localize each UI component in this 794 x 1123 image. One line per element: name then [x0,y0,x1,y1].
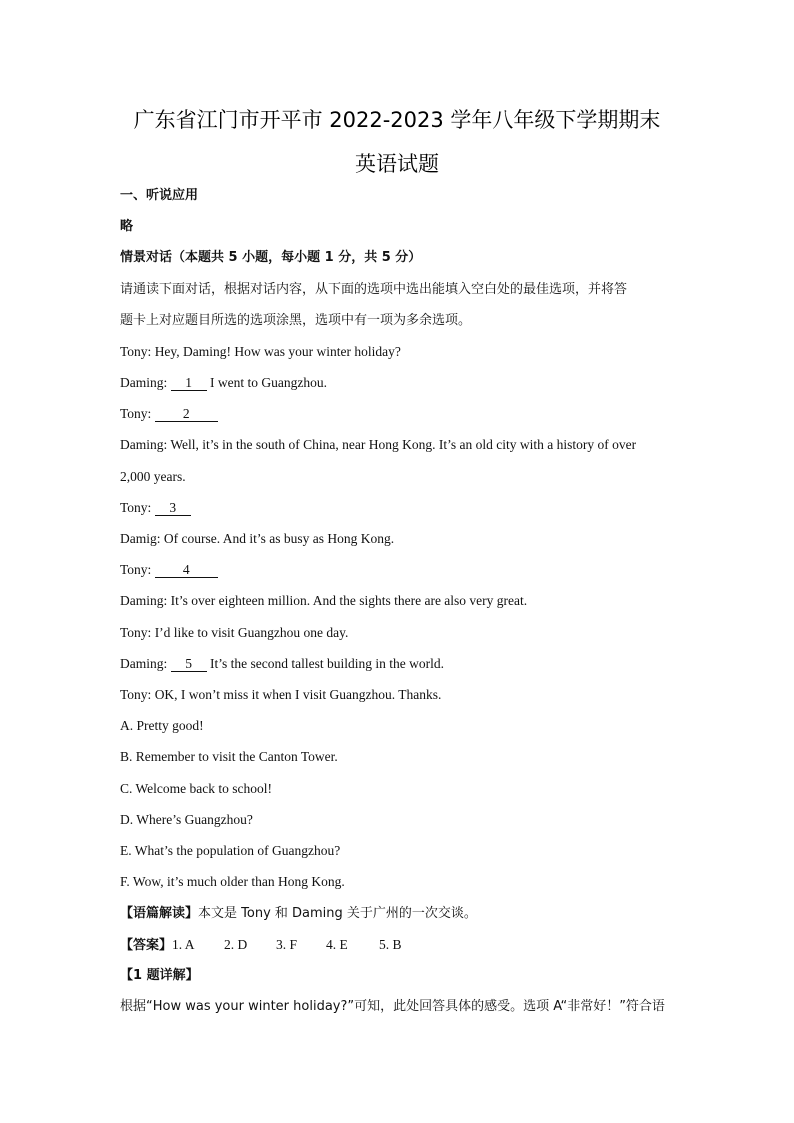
dialogue-line [120,686,441,704]
dialogue-line [120,405,218,423]
speaker: Daming: [120,656,171,671]
dialogue-text: It’s over eighteen million. And the sights there are also very great. [170,593,528,608]
dialogue-text: Of course. And it’s as busy as Hong Kong. [163,531,395,546]
dialogue-text: 2,000 years. [120,469,186,484]
speaker: Tony: [120,687,155,702]
option-d: D. Where’s Guangzhou? [120,812,253,827]
blank-number: 4 [155,563,218,578]
answer-label: 【答案】 [120,938,173,953]
dialogue-text: Well, it’s in the south of China, near Hong Kong. It’s an old city with a history of over [170,437,637,452]
dialogue-line [120,530,394,548]
detail-text: 根据“How was your winter holiday?”可知，此处回答具体的感受。选项 A“非常好！”符合语 [120,999,665,1014]
section-heading-listening: 一、听说应用 [120,188,199,203]
dialogue-line [120,436,636,454]
speaker: Tony: [120,406,155,421]
option-c: C. Welcome back to school! [120,781,273,796]
dialogue-line [120,499,191,517]
speaker: Tony: [120,562,155,577]
blank-number: 1 [171,376,207,391]
answer-item: 3. F [276,937,298,952]
dialogue-text: I’d like to visit Guangzhou one day. [154,625,349,640]
dialogue-line [120,561,218,579]
speaker: Tony: [120,500,155,515]
answer-item: 5. B [379,937,402,952]
speaker: Tony: [120,344,155,359]
answer-row [120,936,402,955]
section-heading-dialogue: 情景对话（本题共 5 小题，每小题 1 分，共 5 分） [120,250,422,265]
dialogue-line [120,592,527,610]
document-title: 广东省江门市开平市 2022-2023 学年八年级下学期期末 [133,108,661,132]
instruction-line-1: 请通读下面对话，根据对话内容，从下面的选项中选出能填入空白处的最佳选项，并将答 [120,282,628,297]
detail-heading: 【1 题详解】 [120,968,199,983]
instruction-line-2: 题卡上对应题目所选的选项涂黑，选项中有一项为多余选项。 [120,313,472,328]
speaker: Daming: [120,437,171,452]
dialogue-text: OK, I won’t miss it when I visit Guangzhou. Thanks. [154,687,442,702]
dialogue-text: Hey, Daming! How was your winter holiday? [154,344,401,359]
answer-item: 1. A [172,937,195,952]
blank-number: 5 [171,657,207,672]
answer-item: 4. E [326,937,348,952]
speaker: Damig: [120,531,164,546]
blank-number: 2 [155,407,218,422]
omitted-note: 略 [120,219,134,234]
dialogue-line [120,655,444,673]
dialogue-line [120,343,401,361]
passage-interpretation [120,905,477,923]
blank-number: 3 [155,501,191,516]
option-f: F. Wow, it’s much older than Hong Kong. [120,874,345,889]
document-subtitle: 英语试题 [355,152,439,176]
dialogue-text: It’s the second tallest building in the world. [206,656,444,671]
dialogue-line [120,624,348,642]
dialogue-line [120,374,327,392]
option-b: B. Remember to visit the Canton Tower. [120,749,338,764]
speaker: Tony: [120,625,155,640]
dialogue-line [120,468,186,486]
answer-item: 2. D [224,937,248,952]
option-e: E. What’s the population of Guangzhou? [120,843,341,858]
passage-text: 本文是 Tony 和 Daming 关于广州的一次交谈。 [198,906,477,921]
speaker: Daming: [120,375,171,390]
option-a: A. Pretty good! [120,718,204,733]
dialogue-text: I went to Guangzhou. [206,375,327,390]
speaker: Daming: [120,593,171,608]
passage-label: 【语篇解读】 [120,906,199,921]
